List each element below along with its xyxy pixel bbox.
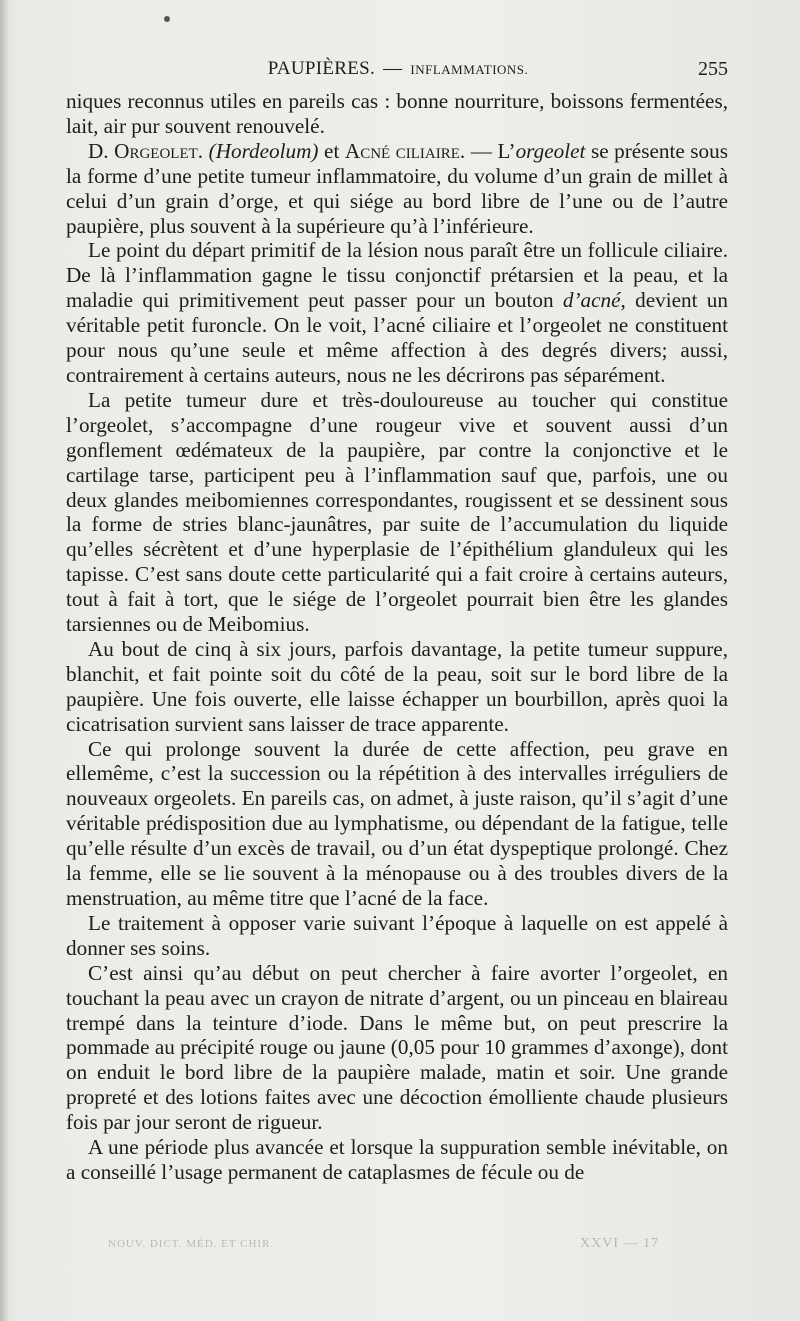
paragraph-symptoms: La petite tumeur dure et très-douloureuse au toucher qui constitue l’orgeolet, s’accompagne d’une rougeur vive et souvent aussi d’un gonflement œdémateux de la paupière, par contre la conjonctive et le cartilage tarse, participent peu à l’inflammation sauf que, parfois, une ou deux glandes meibomiennes correspondantes, rougissent et se dessinent sous la forme de stries blanc-jaunâtres, par suite de l’accumulation du liquide qu’elles sécrètent et d’une hyperplasie de l’épithélium glanduleux qui les tapisse. C’est sans doute cette particularité qui a fait croire à certains auteurs, tout à fait à tort, que le siége de l’orgeolet pourrait bien être les glandes tarsiennes ou de Meibomius. — [66, 387, 728, 637]
definition-text: se présente sous la forme d’une petite tumeur inflammatoire, du volume d’un grain de millet à celui d’un grain d’orge, et qui siége au bord libre de l’une ou de l’autre paupière, plus souvent à la supérieure qu’à l’inférieure. — [66, 138, 728, 238]
paragraph-early-treatment: C’est ainsi qu’au début on peut chercher à faire avorter l’orgeolet, en touchant la peau avec un crayon de nitrate d’argent, ou un pinceau en blaireau trempé dans la teinture d’iode. Dans le même but, on peut prescrire la pommade au précipité rouge ou jaune (0,05 pour 10 grammes d’axonge), dont on enduit le bord libre de la paupière malade, matin et soir. Une grande propreté et des lotions faites avec une décoction émolliente chaude plusieurs fois par jour seront de rigueur. — [66, 960, 728, 1135]
term-acne-italic: d’acné — [562, 288, 621, 313]
printer-signature: NOUV. DICT. MÉD. ET CHIR. — [108, 1238, 275, 1250]
page-header — [68, 58, 728, 84]
conjunction: et — [318, 138, 345, 163]
ink-spot — [164, 16, 170, 22]
page-number: 255 — [698, 58, 728, 80]
volume-signature: XXVI — 17 — [580, 1236, 659, 1251]
term-orgeolet-italic: orgeolet — [515, 138, 586, 163]
paragraph-orgeolet-heading — [66, 139, 728, 239]
running-head-section: INFLAMMATIONS. — [410, 62, 529, 77]
paragraph-continuation: niques reconnus utiles en pareils cas : bonne nourriture, boissons fermentées, lait, air pur souvent renouvelé. — [66, 89, 728, 138]
origin-text-b: , devient un véritable petit furoncle. On le voit, l’acné ciliaire et l’orgeolet ne constituent pour nous qu’une seule et même affection à des degrés divers; aussi, contrairement à certains auteurs, nous ne les décrirons pas séparément. — [66, 288, 728, 387]
paragraph-origin — [66, 238, 728, 387]
running-head-title: PAUPIÈRES. — [267, 58, 376, 79]
term-hordeolum: (Hordeolum) — [208, 138, 319, 163]
paragraph-recurrence: Ce qui prolonge souvent la durée de cette affection, peu grave en ellemême, c’est la succession ou la répétition à des intervalles irréguliers de nouveaux orgeolets. En pareils cas, on admet, à juste raison, qu’il s’agit d’une véritable prédisposition due au lymphatisme, ou dépendant de la fatigue, telle qu’elle résulte d’un excès de travail, ou d’un état dyspeptique prolongé. Chez la femme, elle se lie souvent à la ménopause ou à des troubles divers de la menstruation, au même titre que l’acné de la face. — [66, 736, 728, 910]
origin-text-a: Le point du départ primitif de la lésion nous paraît être un follicule ciliaire. De là l’inflammation gagne le tissu conjonctif prétarsien et la peau, et la maladie qui primitivement peut passer pour un bouton — [66, 238, 728, 313]
item-letter: D. — [88, 138, 115, 163]
paragraph-treatment-intro: Le traitement à opposer varie suivant l’époque à laquelle on est appelé à donner ses soins. — [66, 910, 728, 960]
paragraph-evolution: Au bout de cinq à six jours, parfois davantage, la petite tumeur suppure, blanchit, et fait pointe soit du côté de la peau, soit sur le bord libre de la paupière. Une fois ouverte, elle laisse échapper un bourbillon, après quoi la cicatrisation survient sans laisser de trace apparente. — [66, 636, 728, 736]
running-head-dash: — — [383, 58, 403, 79]
body-text — [66, 89, 728, 1185]
term-orgeolet: Orgeolet. — [114, 138, 204, 163]
paragraph-advanced-treatment: A une période plus avancée et lorsque la suppuration semble inévitable, on a conseillé l’usage permanent de cataplasmes de fécule ou de — [66, 1135, 728, 1184]
dash-text: — L’ — [465, 138, 516, 163]
term-acne-ciliaire: Acné ciliaire. — [344, 138, 466, 163]
running-head — [68, 58, 728, 80]
